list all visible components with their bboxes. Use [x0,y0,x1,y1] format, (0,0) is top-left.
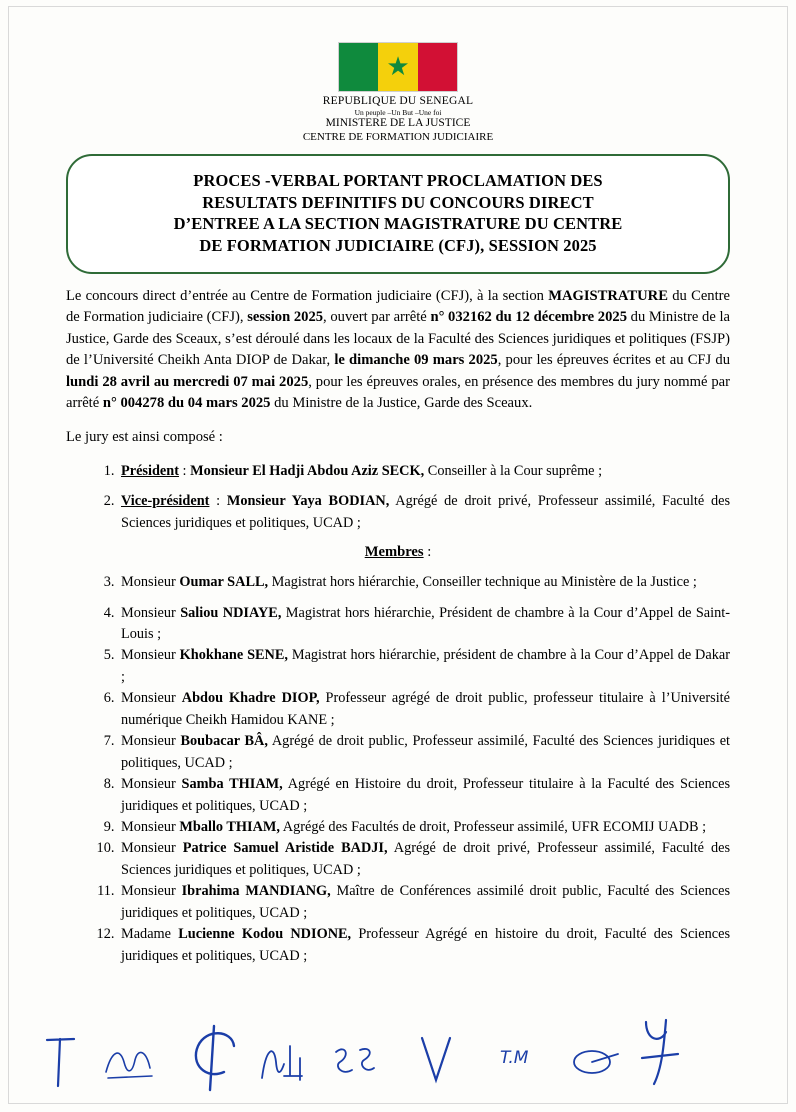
jury-member-qualification: Conseiller à la Cour suprême ; [424,462,603,479]
jury-member-qualification: Professeur agrégé de droit public, professeur titulaire à l’Université numérique Cheikh Hamidou KANE ; [121,690,731,728]
header-country: REPUBLIQUE DU SENEGAL [322,95,474,107]
jury-member-qualification: Agrégé en Histoire du droit, Professeur titulaire à la Faculté des Sciences juridiques et politiques, UCAD ; [121,776,731,814]
jury-role-label: Président [121,462,179,479]
jury-list-item [118,572,730,593]
jury-list-item [118,731,730,774]
signature-mark-8 [636,1018,684,1090]
jury-member-name: Saliou NDIAYE, [180,604,282,621]
jury-member-qualification: Magistrat hors hiérarchie, président de chambre à la Cour d’Appel de Dakar ; [121,647,730,685]
signature-mark-5 [332,1042,378,1082]
signature-mark-2 [104,1042,156,1084]
jury-separator: Monsieur [121,883,182,900]
intro-segment: du Ministre de la Justice, Garde des Sceaux. [270,395,533,412]
jury-list-item [118,645,730,688]
jury-member-name: Abdou Khadre DIOP, [181,690,320,707]
jury-member-qualification: Agrégé de droit privé, Professeur assimilé, Faculté des Sciences juridiques et politiques, UCAD ; [121,840,731,878]
jury-separator: Monsieur [121,818,180,835]
jury-member-qualification: Agrégé de droit privé, Professeur assimilé, Faculté des Sciences juridiques et politiques, UCAD ; [121,493,731,531]
jury-list-item [118,881,730,924]
jury-member-name: Monsieur El Hadji Abdou Aziz SECK, [190,462,425,479]
intro-segment: , pour les épreuves orales, en présence des membres du jury nommé par arrêté [66,373,730,412]
jury-separator: Monsieur [121,690,182,707]
jury-member-name: Khokhane SENE, [179,647,288,664]
jury-intro-line: Le jury est ainsi composé : [66,429,223,446]
intro-segment: du Centre de Formation judiciaire (CFJ), [66,288,730,326]
intro-segment: n° 032162 du 12 décembre 2025 [430,309,627,326]
jury-member-qualification: Professeur Agrégé en histoire du droit, Faculté des Sciences juridiques et politiques, UCAD ; [121,926,731,964]
signature-initials: T.M [500,1048,529,1068]
jury-member-name: Mballo THIAM, [179,818,280,835]
signature-mark-4 [256,1038,308,1084]
jury-separator: Monsieur [121,733,181,750]
document-header [66,42,730,144]
jury-member-qualification: Magistrat hors hiérarchie, Conseiller technique au Ministère de la Justice ; [268,574,697,591]
jury-member-name: Lucienne Kodou NDIONE, [178,926,352,943]
jury-separator: Madame [121,926,179,943]
jury-member-name: Monsieur Yaya BODIAN, [226,493,390,510]
jury-member-qualification: Magistrat hors hiérarchie, Président de chambre à la Cour d’Appel de Saint-Louis ; [121,604,730,642]
title-line-4: DE FORMATION JUDICIAIRE (CFJ), SESSION 2025 [199,236,597,256]
intro-paragraph [66,286,730,415]
jury-separator: Monsieur [121,647,180,664]
jury-member-name: Samba THIAM, [181,776,283,793]
signature-area [0,1016,796,1102]
jury-member-name: Ibrahima MANDIANG, [181,883,331,900]
jury-member-qualification: Agrégé des Facultés de droit, Professeur assimilé, UFR ECOMIJ UADB ; [280,818,707,835]
jury-separator: Monsieur [121,604,181,621]
intro-segment: Le concours direct d’entrée au Centre de Formation judiciaire (CFJ), à la section [66,288,549,304]
jury-member-name: Patrice Samuel Aristide BADJI, [182,840,388,857]
jury-list-item [118,838,730,881]
members-heading [66,544,730,561]
jury-separator: Monsieur [121,840,183,857]
document-title-box [66,154,730,274]
signature-mark-7 [572,1046,622,1080]
jury-list-item [118,491,730,534]
jury-list-item [118,774,730,817]
intro-segment: session 2025 [247,309,324,326]
members-heading-label: Membres [364,544,424,561]
header-motto: Un peuple –Un But –Une foi [354,107,442,117]
signature-mark-6 [418,1032,458,1088]
jury-separator: : [209,493,227,510]
intro-segment: le dimanche 09 mars 2025 [334,352,498,369]
senegal-flag-icon: ★ [338,42,458,92]
intro-segment: , ouvert par arrêté [323,309,431,326]
jury-separator: Monsieur [121,776,182,793]
jury-list-item [118,924,730,967]
title-line-2: RESULTATS DEFINITIFS DU CONCOURS DIRECT [202,192,594,212]
signature-mark-3 [176,1024,246,1094]
title-line-1: PROCES -VERBAL PORTANT PROCLAMATION DES [193,170,603,190]
jury-list-members [66,572,730,967]
jury-separator: : [178,462,191,479]
jury-member-qualification: Maître de Conférences assimilé droit public, Faculté des Sciences juridiques et politiques, UCAD ; [121,883,731,921]
jury-member-qualification: Agrégé de droit public, Professeur assimilé, Faculté des Sciences juridiques et politiques, UCAD ; [121,733,731,771]
intro-segment: MAGISTRATURE [548,288,668,304]
title-line-3: D’ENTREE A LA SECTION MAGISTRATURE DU CENTRE [173,214,623,234]
intro-segment: , pour les épreuves écrites et au CFJ du [497,352,730,369]
intro-segment: du Ministre de la Justice, Garde des Sceaux, s’est déroulé dans les locaux de la Faculté des Sciences juridiques et politiques (FSJP) de l’Université Cheikh Anta DIOP de Dakar, [66,309,730,369]
jury-member-name: Oumar SALL, [179,574,269,591]
intro-segment: lundi 28 avril au mercredi 07 mai 2025 [66,373,309,390]
jury-list-item [118,688,730,731]
header-institution: CENTRE DE FORMATION JUDICIAIRE [302,130,494,143]
jury-member-name: Boubacar BÂ, [180,733,268,750]
jury-list-item [118,817,730,838]
jury-role-label: Vice-président [121,493,210,510]
jury-list-item [118,461,730,482]
intro-segment: n° 004278 du 04 mars 2025 [102,395,271,412]
jury-list-leadership [66,461,730,534]
header-ministry: MINISTERE DE LA JUSTICE [325,117,471,130]
jury-separator: Monsieur [121,574,180,591]
jury-list-item [118,603,730,646]
signature-mark-1 [44,1034,78,1090]
members-heading-suffix: : [423,544,432,561]
